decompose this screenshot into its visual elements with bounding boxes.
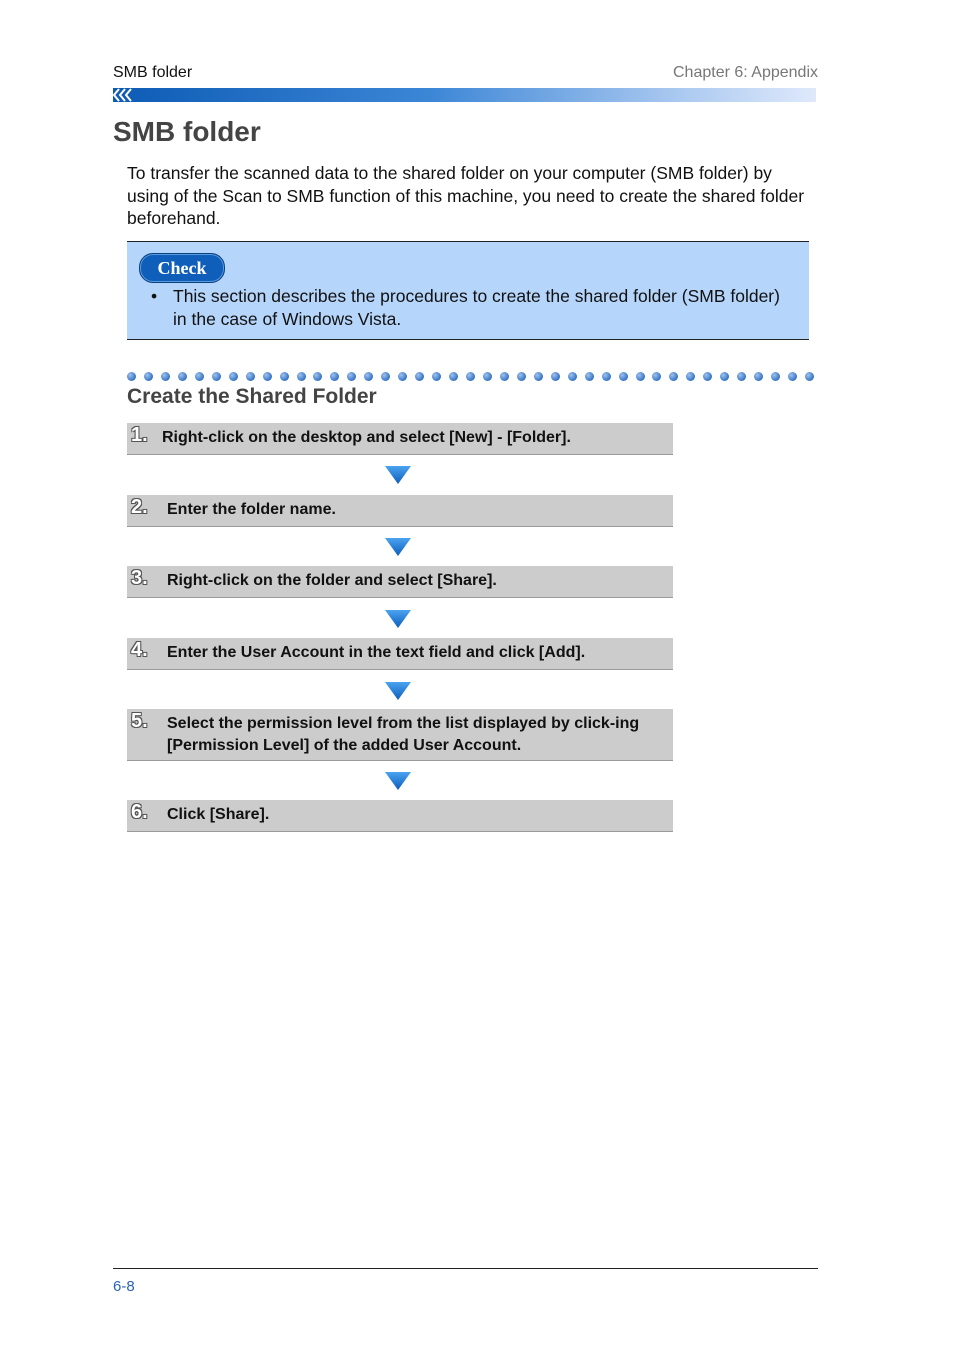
- divider-dot: [364, 372, 373, 381]
- divider-dot: [500, 372, 509, 381]
- footer-rule: [113, 1268, 818, 1269]
- divider-dot: [754, 372, 763, 381]
- section-title: Create the Shared Folder: [127, 385, 377, 408]
- divider-dot: [720, 372, 729, 381]
- divider-dot: [771, 372, 780, 381]
- divider-dot: [686, 372, 695, 381]
- step-6: [127, 800, 673, 832]
- divider-dot: [195, 372, 204, 381]
- divider-dot: [703, 372, 712, 381]
- divider-dot: [432, 372, 441, 381]
- step-4: [127, 638, 673, 670]
- divider-dot: [568, 372, 577, 381]
- header-gradient-bar: [113, 88, 816, 102]
- divider-dot: [263, 372, 272, 381]
- divider-dot: [415, 372, 424, 381]
- down-arrow-icon: [385, 772, 411, 790]
- divider-dot: [517, 372, 526, 381]
- divider-dot: [212, 372, 221, 381]
- step-text: Right-click on the desktop and select [New] - [Folder].: [162, 429, 571, 446]
- running-header-section: SMB folder: [113, 64, 193, 81]
- divider-dot: [246, 372, 255, 381]
- check-note-text: This section describes the procedures to create the shared folder (SMB folder) in the case of Windows Vista.: [173, 286, 780, 329]
- running-header-chapter: Chapter 6: Appendix: [673, 64, 818, 81]
- divider-dot: [466, 372, 475, 381]
- divider-dot: [330, 372, 339, 381]
- divider-dot: [178, 372, 187, 381]
- page-number: 6-8: [113, 1278, 135, 1295]
- down-arrow-icon: [385, 538, 411, 556]
- step-number: 1.: [131, 424, 148, 446]
- divider-dot: [652, 372, 661, 381]
- divider-dot: [805, 372, 814, 381]
- step-2: [127, 495, 673, 527]
- divider-dot: [602, 372, 611, 381]
- divider-dot: [788, 372, 797, 381]
- divider-dot: [297, 372, 306, 381]
- check-note-box: [127, 241, 809, 340]
- divider-dot: [313, 372, 322, 381]
- page-title: SMB folder: [113, 116, 261, 147]
- step-number: 5.: [131, 710, 148, 732]
- bullet-icon: •: [151, 286, 158, 306]
- step-1: [127, 423, 673, 455]
- divider-dot: [229, 372, 238, 381]
- divider-dot: [737, 372, 746, 381]
- divider-dot: [636, 372, 645, 381]
- step-number: 2.: [131, 496, 148, 518]
- divider-dot: [347, 372, 356, 381]
- divider-dot: [398, 372, 407, 381]
- step-number: 3.: [131, 567, 148, 589]
- step-number: 4.: [131, 639, 148, 661]
- divider-dot: [585, 372, 594, 381]
- down-arrow-icon: [385, 466, 411, 484]
- divider-dot: [449, 372, 458, 381]
- divider-dot: [534, 372, 543, 381]
- step-text: Click [Share].: [167, 806, 270, 823]
- down-arrow-icon: [385, 682, 411, 700]
- step-5: [127, 709, 673, 761]
- step-text: Enter the User Account in the text field and click [Add].: [167, 644, 586, 661]
- down-arrow-icon: [385, 610, 411, 628]
- step-text: Right-click on the folder and select [Share].: [167, 572, 497, 589]
- check-badge: Check: [139, 253, 225, 283]
- intro-paragraph: To transfer the scanned data to the shared folder on your computer (SMB folder) by using of the Scan to SMB function of this machine, you need to create the shared folder beforehand.: [127, 163, 805, 228]
- step-text: Enter the folder name.: [167, 501, 336, 518]
- divider-dot: [551, 372, 560, 381]
- divider-dot: [381, 372, 390, 381]
- divider-dot: [619, 372, 628, 381]
- step-number: 6.: [131, 801, 148, 823]
- divider-dot: [161, 372, 170, 381]
- chevrons-icon: [113, 88, 137, 102]
- check-note-item: [151, 285, 793, 330]
- divider-dot: [280, 372, 289, 381]
- divider-dot: [483, 372, 492, 381]
- dotted-divider: [127, 372, 817, 382]
- step-text: Select the permission level from the list displayed by click-ing [Permission Level] of the added User Account.: [167, 715, 640, 754]
- divider-dot: [669, 372, 678, 381]
- divider-dot: [127, 372, 136, 381]
- divider-dot: [144, 372, 153, 381]
- step-3: [127, 566, 673, 598]
